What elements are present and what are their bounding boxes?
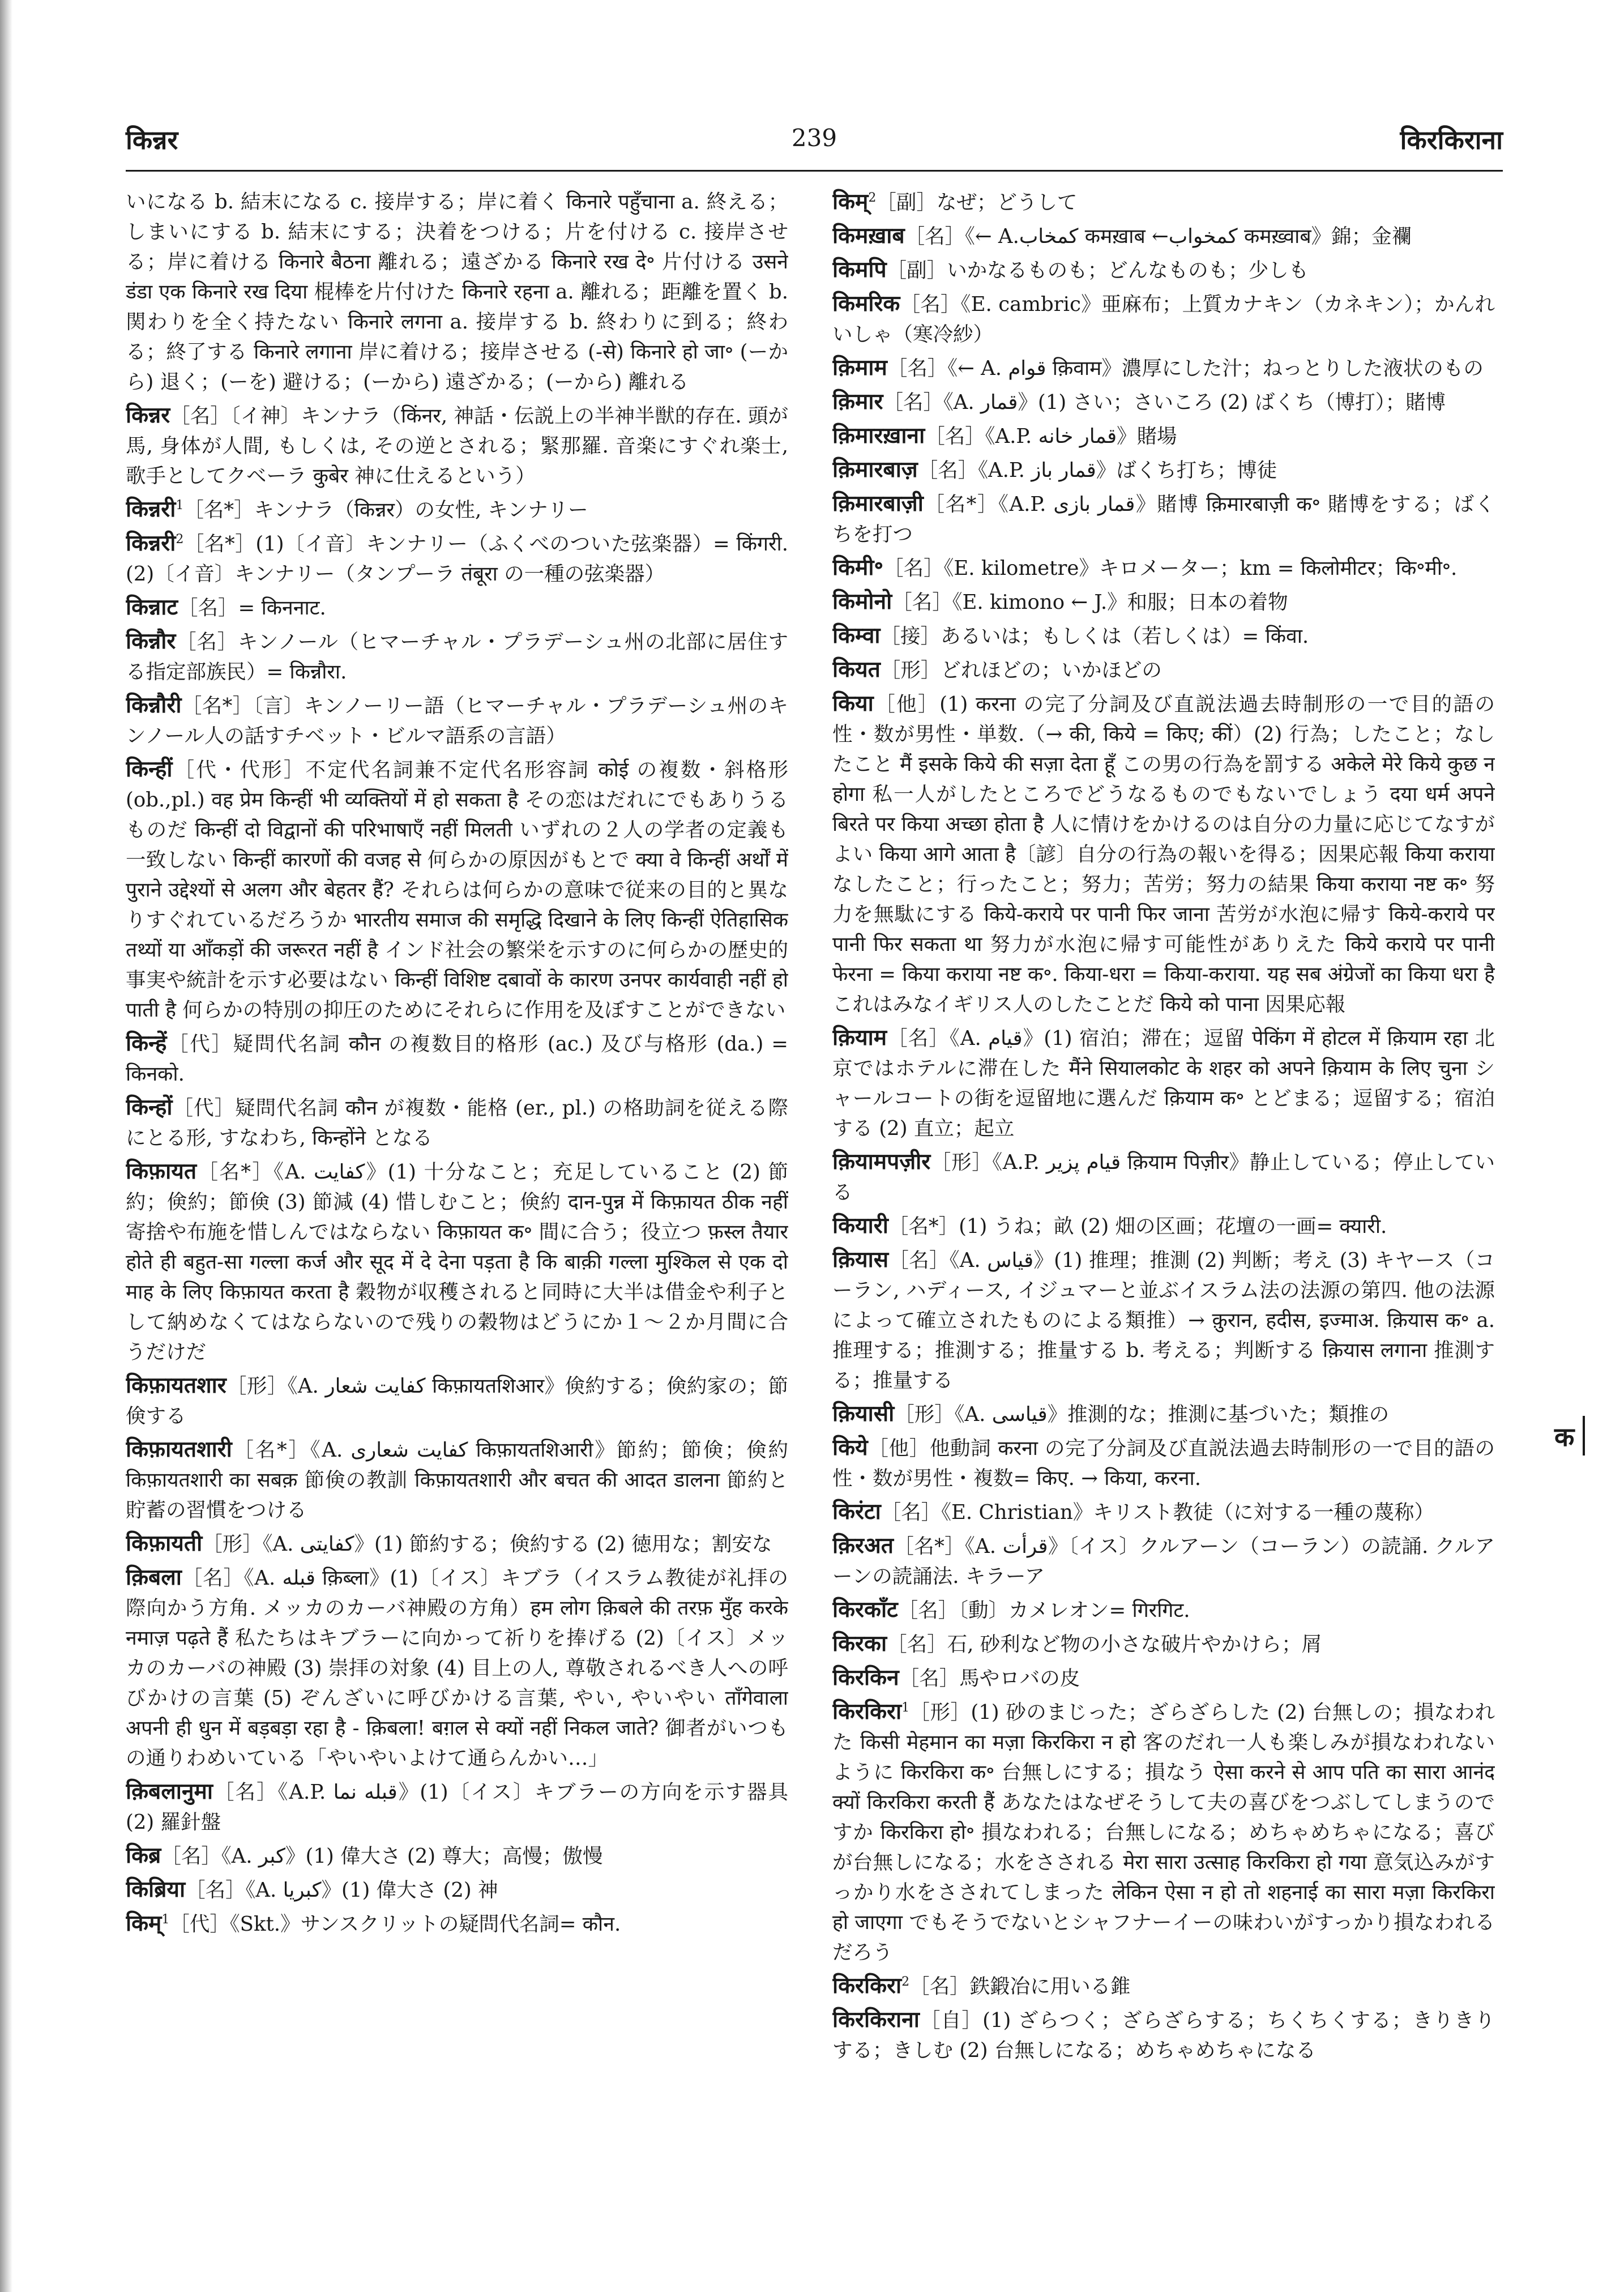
entry-headword: किये: [832, 1435, 868, 1461]
entry-definition: ［形］(1) 砂のまじった；ざらざらした (2) 台無しの；損なわれた किसी मेहमान का मज़ा किरकिरा न हो 客のだれ一人も楽しみが損なわれないように किरकिरा क॰ 台無しにする；損なう ऐसा करने से आप पति का सारा आनंद क्यों किरकिरा करती हैं あなたはなぜそうして夫の喜びをつぶしてしまうのですか किरकिरा हो॰ 損なわれる；台無しになる；めちゃめちゃになる；喜びが台無しになる；水をさされる मेरा सारा उत्साह किरकिरा हो गया 意気込みがすっかり水をさされてしまった लेकिन ऐसा न हो तो शहनाई का सारा मज़ा किरकिरा हो जाएगा でもそうでないとシャフナーイーの味わいがすっかり損なわれるだろう: [832, 1701, 1495, 1964]
entry-definition: ［名*］《A. قرأت》〔イス〕クルアーン（コーラン）の読誦. クルアーンの読誦法. キラーア: [832, 1535, 1495, 1588]
entry-definition: ［名］《A.P. قمار باز》ばくち打ち；博徒: [917, 459, 1277, 482]
entry-definition: ［名*］(1)〔イ音〕キンナリー（ふくべのついた弦楽器）= किंगरी. (2)〔イ音〕キンナリー（タンプーラ तंबूरा の一種の弦楽器）: [126, 532, 788, 586]
entry-headword: किमख़ाब: [832, 223, 905, 249]
dictionary-entry: [126, 400, 788, 491]
entry-definition: ［名］《A. كبر》(1) 偉大さ (2) 尊大；高慢；傲慢: [161, 1845, 603, 1868]
dictionary-entry: [126, 626, 788, 687]
entry-definition: ［名］石, 砂利など物の小さな破片やかけら；屑: [887, 1633, 1322, 1656]
entry-definition: ［代・代形］不定代名詞兼不定代名形容詞 कोई の複数・斜格形 (ob.,pl.) वह प्रेम किन्हीं भी व्यक्तियों में हो सकता है その恋はだれにでもありうるものだ किन्हीं दो विद्वानों की परिभाषाएँ नहीं मिलती いずれの２人の学者の定義も一致しない किन्हीं कारणों की वजह से 何らかの原因がもとで क्या वे किन्हीं अर्थों में पुराने उद्देश्यों से अलग और बेहतर हैं? それらは何らかの意味で従来の目的と異なりすぐれているだろうか भारतीय समाज की समृद्धि दिखाने के लिए किन्हीं ऐतिहासिक तथ्यों या आँकड़ों की जरूरत नहीं है インド社会の繁栄を示すのに何らかの歴史的事実や統計を示す必要はない किन्हीं विशिष्ट दबावों के कारण उनपर कार्यवाही नहीं हो पाती है 何らかの特別の抑圧のためにそれらに作用を及ぼすことができない: [126, 758, 788, 1022]
dictionary-entry: [126, 1435, 788, 1525]
dictionary-entry: [832, 587, 1495, 617]
entry-headword: किन्हीं: [126, 756, 173, 782]
entry-headword: किन्नौरी: [126, 692, 182, 718]
dictionary-entry: [126, 690, 788, 751]
entry-definition: ［接］あるいは；もしくは（若しくは）= किंवा.: [880, 625, 1309, 648]
dictionary-entry: [832, 421, 1495, 451]
header-guide-word-right: किरकिराना: [1400, 125, 1503, 155]
dictionary-entry: [126, 1875, 788, 1905]
dictionary-entry: [126, 1371, 788, 1431]
entry-definition: ［名］《A.P. قمار خانه》賭場: [925, 425, 1177, 448]
entry-definition: ［名］《A. قبله क़िब्ला》(1)〔イス〕キブラ（イスラム教徒が礼拝の際向かう方角. メッカのカーバ神殿の方角）हम लोग क़िबले की तरफ़ मुँह करके नमाज़ पढ़ते हैं 私たちはキブラーに向かって祈りを捧げる (2)〔イス〕メッカのカーバの神殿 (3) 崇拝の対象 (4) 目上の人, 尊敬されるべき人への呼びかけの言葉 (5) ぞんざいに呼びかける言葉, やい, やいやい ताँगेवाला अपनी ही धुन में बड़बड़ा रहा है - क़िबला! बग़ल से क्यों नहीं निकल जाते? 御者がいつもの通りわめいている「やいやいよけて通らんかい…」: [126, 1567, 788, 1770]
entry-definition: ［名］《A. قيام》(1) 宿泊；滞在；逗留 पेकिंग में होटल में क़ियाम रहा 北京ではホテルに滞在した मैंने सियालकोट के शहर को अपने क़ियाम के लिए चुना シャールコートの街を逗留地に選んだ क़ियाम क॰ とどまる；逗留する；宿泊する (2) 直立；起立: [832, 1027, 1495, 1140]
entry-headword: किन्नरी: [126, 496, 176, 522]
entry-definition: ［自］(1) ざらつく；ざらざらする；ちくちくする；きりきりする；きしむ (2) 台無しになる；めちゃめちゃになる: [832, 2009, 1495, 2062]
dictionary-entry: [832, 1211, 1495, 1241]
page-header: [126, 116, 1503, 161]
entry-definition: ［形］《A. كفايتى》(1) 節約する；倹約する (2) 徳用な；割安な: [202, 1533, 772, 1556]
entry-definition: ［代］疑問代名詞 कौन が複数・能格 (er., pl.) の格助詞を従える際にとる形, すなわち, किन्होंने となる: [126, 1096, 788, 1150]
homograph-number: 2: [176, 532, 184, 547]
entry-headword: किमपि: [832, 257, 887, 283]
thumb-index-mark: क: [1554, 1422, 1575, 1452]
entry-definition: ［名］〔イ神〕キンナラ（किंनर, 神話・伝説上の半神半獣的存在. 頭が馬, 身体が人間, もしくは, その逆とされる；緊那羅. 音楽にすぐれ楽士, 歌手としてクベーラ कुबेर 神に仕えるという）: [126, 404, 788, 488]
dictionary-entry: [832, 621, 1495, 651]
dictionary-entry: [832, 1399, 1495, 1429]
entry-headword: किन्नौर: [126, 628, 176, 654]
entry-headword: किन्हों: [126, 1094, 173, 1120]
entry-headword: किमोनो: [832, 588, 892, 614]
entry-definition: ［形］《A. قياسى》推測的な；推測に基づいた；類推の: [894, 1403, 1390, 1426]
entry-definition: ［他］(1) करना の完了分詞及び直説法過去時制形の一で目的語の性・数が男性・単数.（→ की, किये = किए; कीं）(2) 行為；したこと；なしたこと मैं इसके किये की सज़ा देता हूँ この男の行為を罰する अकेले मेरे किये कुछ न होगा 私一人がしたところでどうなるものでもないでしょう दया धर्म अपने बिरते पर किया अच्छा होता है 人に情けをかけるのは自分の力量に応じてなすがよい किया आगे आता है〔諺〕自分の行為の報いを得る；因果応報 किया कराया なしたこと；行ったこと；努力；苦労；努力の結果 किया कराया नष्ट क॰ 努力を無駄にする किये-कराये पर पानी फिर जाना 苦労が水泡に帰す किये-कराये पर पानी फिर सकता था 努力が水泡に帰す可能性がありえた किये कराये पर पानी फेरना = किया कराया नष्ट क॰. किया-धरा = किया-कराया. यह सब अंग्रेजों का किया धरा है これはみなイギリス人のしたことだ किये को पाना 因果応報: [832, 693, 1495, 1016]
entry-headword: किम्: [126, 1910, 162, 1936]
dictionary-entry: [126, 1777, 788, 1837]
header-guide-word-left: किन्नर: [126, 125, 178, 155]
entry-definition: ［名*］キンナラ（किन्नर）の女性, キンナリー: [183, 498, 588, 522]
entry-definition: ［名］《A. كبريا》(1) 偉大さ (2) 神: [185, 1879, 498, 1902]
dictionary-entry: [832, 1629, 1495, 1659]
entry-definition: ［副］いかなるものも；どんなものも；少しも: [886, 259, 1309, 282]
dictionary-entry: [832, 221, 1495, 251]
entry-headword: किफ़ायती: [126, 1530, 203, 1556]
entry-definition: ［名*］(1) うね；畝 (2) 畑の区画；花壇の一画= क्यारी.: [888, 1215, 1387, 1238]
entry-headword: क़ियाम: [832, 1025, 887, 1051]
entry-headword: क़िरअत: [832, 1533, 894, 1559]
homograph-number: 1: [176, 498, 184, 513]
entry-definition: ［名］《A. قياس》(1) 推理；推測 (2) 判断；考え (3) キヤース（コーラン, ハディース, イジュマーと並ぶイスラム法の法源の第四. 他の法源によって確立されたものによる類推）→ क़ुरान, हदीस, इज्माअ. क़ियास क॰ a. 推理する；推測する；推量する b. 考える；判断する क़ियास लगाना 推測する；推量する: [832, 1249, 1495, 1392]
dictionary-entry: [832, 1147, 1495, 1207]
entry-headword: किफ़ायत: [126, 1158, 197, 1184]
entry-headword: किब्र: [126, 1842, 161, 1868]
right-column: [832, 187, 1495, 2243]
entry-headword: किन्नाट: [126, 594, 178, 620]
dictionary-entry: [832, 455, 1495, 485]
entry-headword: किब्रिया: [126, 1876, 186, 1902]
dictionary-entry: [832, 1595, 1495, 1625]
homograph-number: 2: [901, 1975, 910, 1990]
dictionary-entry: [126, 754, 788, 1025]
dictionary-entry: [832, 353, 1495, 383]
dictionary-entry: [126, 1563, 788, 1773]
entry-definition: ［名］《A. قمار》(1) さい；さいころ (2) ばくち（博打）；賭博: [883, 391, 1446, 414]
entry-definition: ［名］= किननाट.: [178, 596, 326, 620]
dictionary-entry: [832, 187, 1495, 217]
dictionary-entry: [126, 1028, 788, 1089]
entry-headword: किम्वा: [832, 622, 881, 648]
dictionary-entry: [832, 553, 1495, 583]
dictionary-entry: [832, 1971, 1495, 2001]
dictionary-entry: [832, 1497, 1495, 1527]
dictionary-entry: [126, 592, 788, 623]
entry-definition: ［形］《A.P. قيام پزير क़ियाम पिज़ीर》静止している；停止している: [832, 1151, 1495, 1204]
dictionary-entry: [832, 1663, 1495, 1693]
entry-headword: क़ियामपज़ीर: [832, 1149, 931, 1175]
entry-headword: किरकिरा: [832, 1698, 902, 1725]
entry-headword: किमी॰: [832, 554, 884, 581]
entry-headword: क़िमारबाज़: [832, 456, 918, 483]
entry-headword: किरकिरा: [832, 1973, 902, 1999]
entry-definition: いになる b. 結末になる c. 接岸する；岸に着く किनारे पहुँचाना a. 終える；しまいにする b. 結末にする；決着をつける；片を付ける c. 接岸させる；岸に着ける किनारे बैठना 離れる；遠ざかる किनारे रख दे॰ 片付ける उसने डंडा एक किनारे रख दिया 棍棒を片付けた किनारे रहना a. 離れる；距離を置く b. 関わりを全く持たない किनारे लगना a. 接岸する b. 終わりに到る；終わる；終了する किनारे लगाना 岸に着ける；接岸させる (-से) किनारे हो जा॰ (ーから) 退く；(ーを) 避ける；(ーから) 遠ざかる；(ーから) 離れる: [126, 190, 788, 394]
binding-edge: [0, 0, 12, 2292]
entry-definition: ［名］《E. cambric》亜麻布；上質カナキン（カネキン）；かんれいしゃ（寒冷紗）: [832, 293, 1495, 346]
entry-headword: कियारी: [832, 1213, 888, 1239]
entry-headword: किरकाँट: [832, 1597, 898, 1623]
dictionary-entry: [832, 1531, 1495, 1591]
entry-definition: ［形］どれほどの；いかほどの: [880, 659, 1162, 682]
dictionary-entry: [126, 494, 788, 525]
dictionary-entry: [832, 289, 1495, 349]
dictionary-entry: [126, 187, 788, 397]
dictionary-entry: [832, 255, 1495, 285]
entry-headword: किरंटा: [832, 1499, 881, 1525]
entry-headword: क़ियास: [832, 1247, 889, 1273]
entry-headword: किरकिराना: [832, 2007, 920, 2033]
dictionary-entry: [126, 1841, 788, 1871]
entry-definition: ［名*］《A.P. قمار بازى》賭博 क़िमारबाज़ी क॰ 賭博をする；ばくちを打つ: [832, 493, 1495, 546]
entry-headword: क़ियासी: [832, 1401, 895, 1427]
dictionary-entry: [126, 1529, 788, 1559]
dictionary-entry: [126, 1156, 788, 1367]
entry-headword: क़िमार: [832, 389, 883, 415]
entry-definition: ［形］《A. كفايت شعار किफ़ायतशिआर》倹約する；倹約家の；節倹する: [126, 1375, 788, 1428]
entry-headword: क़िमाम: [832, 355, 887, 381]
entry-headword: किफ़ायतशार: [126, 1372, 226, 1398]
dictionary-entry: [832, 489, 1495, 549]
homograph-number: 1: [901, 1701, 910, 1715]
thumb-index-bar: [1583, 1416, 1585, 1456]
left-column: [126, 187, 788, 2243]
entry-headword: किम्: [832, 189, 869, 215]
entry-definition: ［副］なぜ；どうして: [876, 191, 1078, 214]
entry-definition: ［代］疑問代名詞 कौन の複数目的格形 (ac.) 及び与格形 (da.) = किनको.: [126, 1032, 788, 1086]
dictionary-entry: [832, 1697, 1495, 1967]
dictionary-entry: [832, 655, 1495, 685]
header-rule: [126, 170, 1503, 172]
entry-definition: ［名］《E. Christian》キリスト教徒（に対する一種の蔑称）: [881, 1501, 1435, 1524]
entry-headword: किया: [832, 690, 874, 716]
dictionary-entry: [126, 528, 788, 589]
entry-definition: ［名］《E. kimono ← J.》和服；日本の着物: [892, 591, 1288, 614]
page-number: 239: [791, 124, 837, 152]
entry-headword: किन्नर: [126, 402, 170, 428]
homograph-number: 2: [868, 191, 877, 206]
entry-definition: ［名］キンノール（ヒマーチャル・プラデーシュ州の北部に居住する指定部族民）= किन्नौरा.: [126, 630, 788, 684]
entry-headword: किन्नरी: [126, 530, 176, 556]
entry-headword: क़िमारबाज़ी: [832, 490, 924, 517]
entry-definition: ［名］《A.P. قبله نما》(1)〔イス〕キブラーの方向を示す器具 (2) 羅針盤: [126, 1781, 788, 1834]
entry-definition: ［名］《← A.كمخاب कमख़ाब ←كمخواب कमख़्वाब》錦；金襴: [904, 225, 1412, 248]
entry-headword: किफ़ायतशारी: [126, 1436, 232, 1462]
entry-definition: ［名］馬やロバの皮: [899, 1667, 1080, 1690]
dictionary-entry: [832, 387, 1495, 417]
entry-definition: ［名*］〔言〕キンノーリー語（ヒマーチャル・プラデーシュ州のキンノール人の話すチベット・ビルマ語系の言語）: [126, 694, 788, 748]
entry-definition: ［名］〔動〕カメレオン= गिरगिट.: [898, 1599, 1190, 1622]
entry-headword: कियत: [832, 656, 881, 682]
dictionary-entry: [832, 689, 1495, 1019]
dictionary-entry: [832, 2005, 1495, 2065]
entry-headword: किरका: [832, 1631, 887, 1657]
entry-headword: क़िमारख़ाना: [832, 422, 925, 449]
entry-definition: ［代］《Skt.》サンスクリットの疑問代名詞= कौन.: [169, 1913, 621, 1936]
dictionary-entry: [832, 1245, 1495, 1395]
entry-definition: ［名］《E. kilometre》キロメーター；km = किलोमीटर；कि॰मी॰.: [883, 557, 1458, 580]
entry-definition: ［他］他動詞 करना の完了分詞及び直説法過去時制形の一で目的語の性・数が男性・複数= किए. → किया, करना.: [832, 1437, 1495, 1490]
entry-headword: किमरिक: [832, 291, 900, 317]
dictionary-entry: [126, 1909, 788, 1939]
dictionary-entry: [832, 1023, 1495, 1143]
entry-definition: ［名*］《A. كفايت》(1) 十分なこと；充足していること (2) 節約；倹約；節倹 (3) 節減 (4) 惜しむこと；倹約 दान-पुन्न में किफ़ायत ठीक नहीं 寄捨や布施を惜しんではならない किफ़ायत क॰ 間に合う；役立つ फ़स्ल तैयार होते ही बहुत-सा गल्ला कर्ज और सूद में दे देना पड़ता है कि बाक़ी गल्ला मुश्किल से एक दो माह के लिए किफ़ायत करता है 穀物が収穫されると同時に大半は借金や利子として納めなくてはならないので残りの穀物はどうにか１〜２か月間に合うだけだ: [126, 1160, 788, 1364]
entry-headword: किन्हें: [126, 1030, 167, 1056]
entry-definition: ［名］鉄鍛冶に用いる錐: [909, 1975, 1131, 1998]
entry-headword: किरकिन: [832, 1664, 899, 1691]
entry-headword: क़िबला: [126, 1564, 182, 1590]
dictionary-entry: [126, 1092, 788, 1153]
entry-definition: ［名*］《A. كفايت شعارى किफ़ायतशिआरी》節約；節倹；倹約 किफ़ायतशारी का सबक़ 節倹の教訓 किफ़ायतशारी और बचत की आदत डालना 節約と貯蓄の習慣をつける: [126, 1439, 788, 1522]
entry-headword: क़िबलानुमा: [126, 1778, 213, 1804]
homograph-number: 1: [161, 1913, 170, 1927]
entry-definition: ［名］《← A. قوام क़िवाम》濃厚にした汁；ねっとりした液状のもの: [887, 357, 1484, 380]
dictionary-entry: [832, 1433, 1495, 1493]
